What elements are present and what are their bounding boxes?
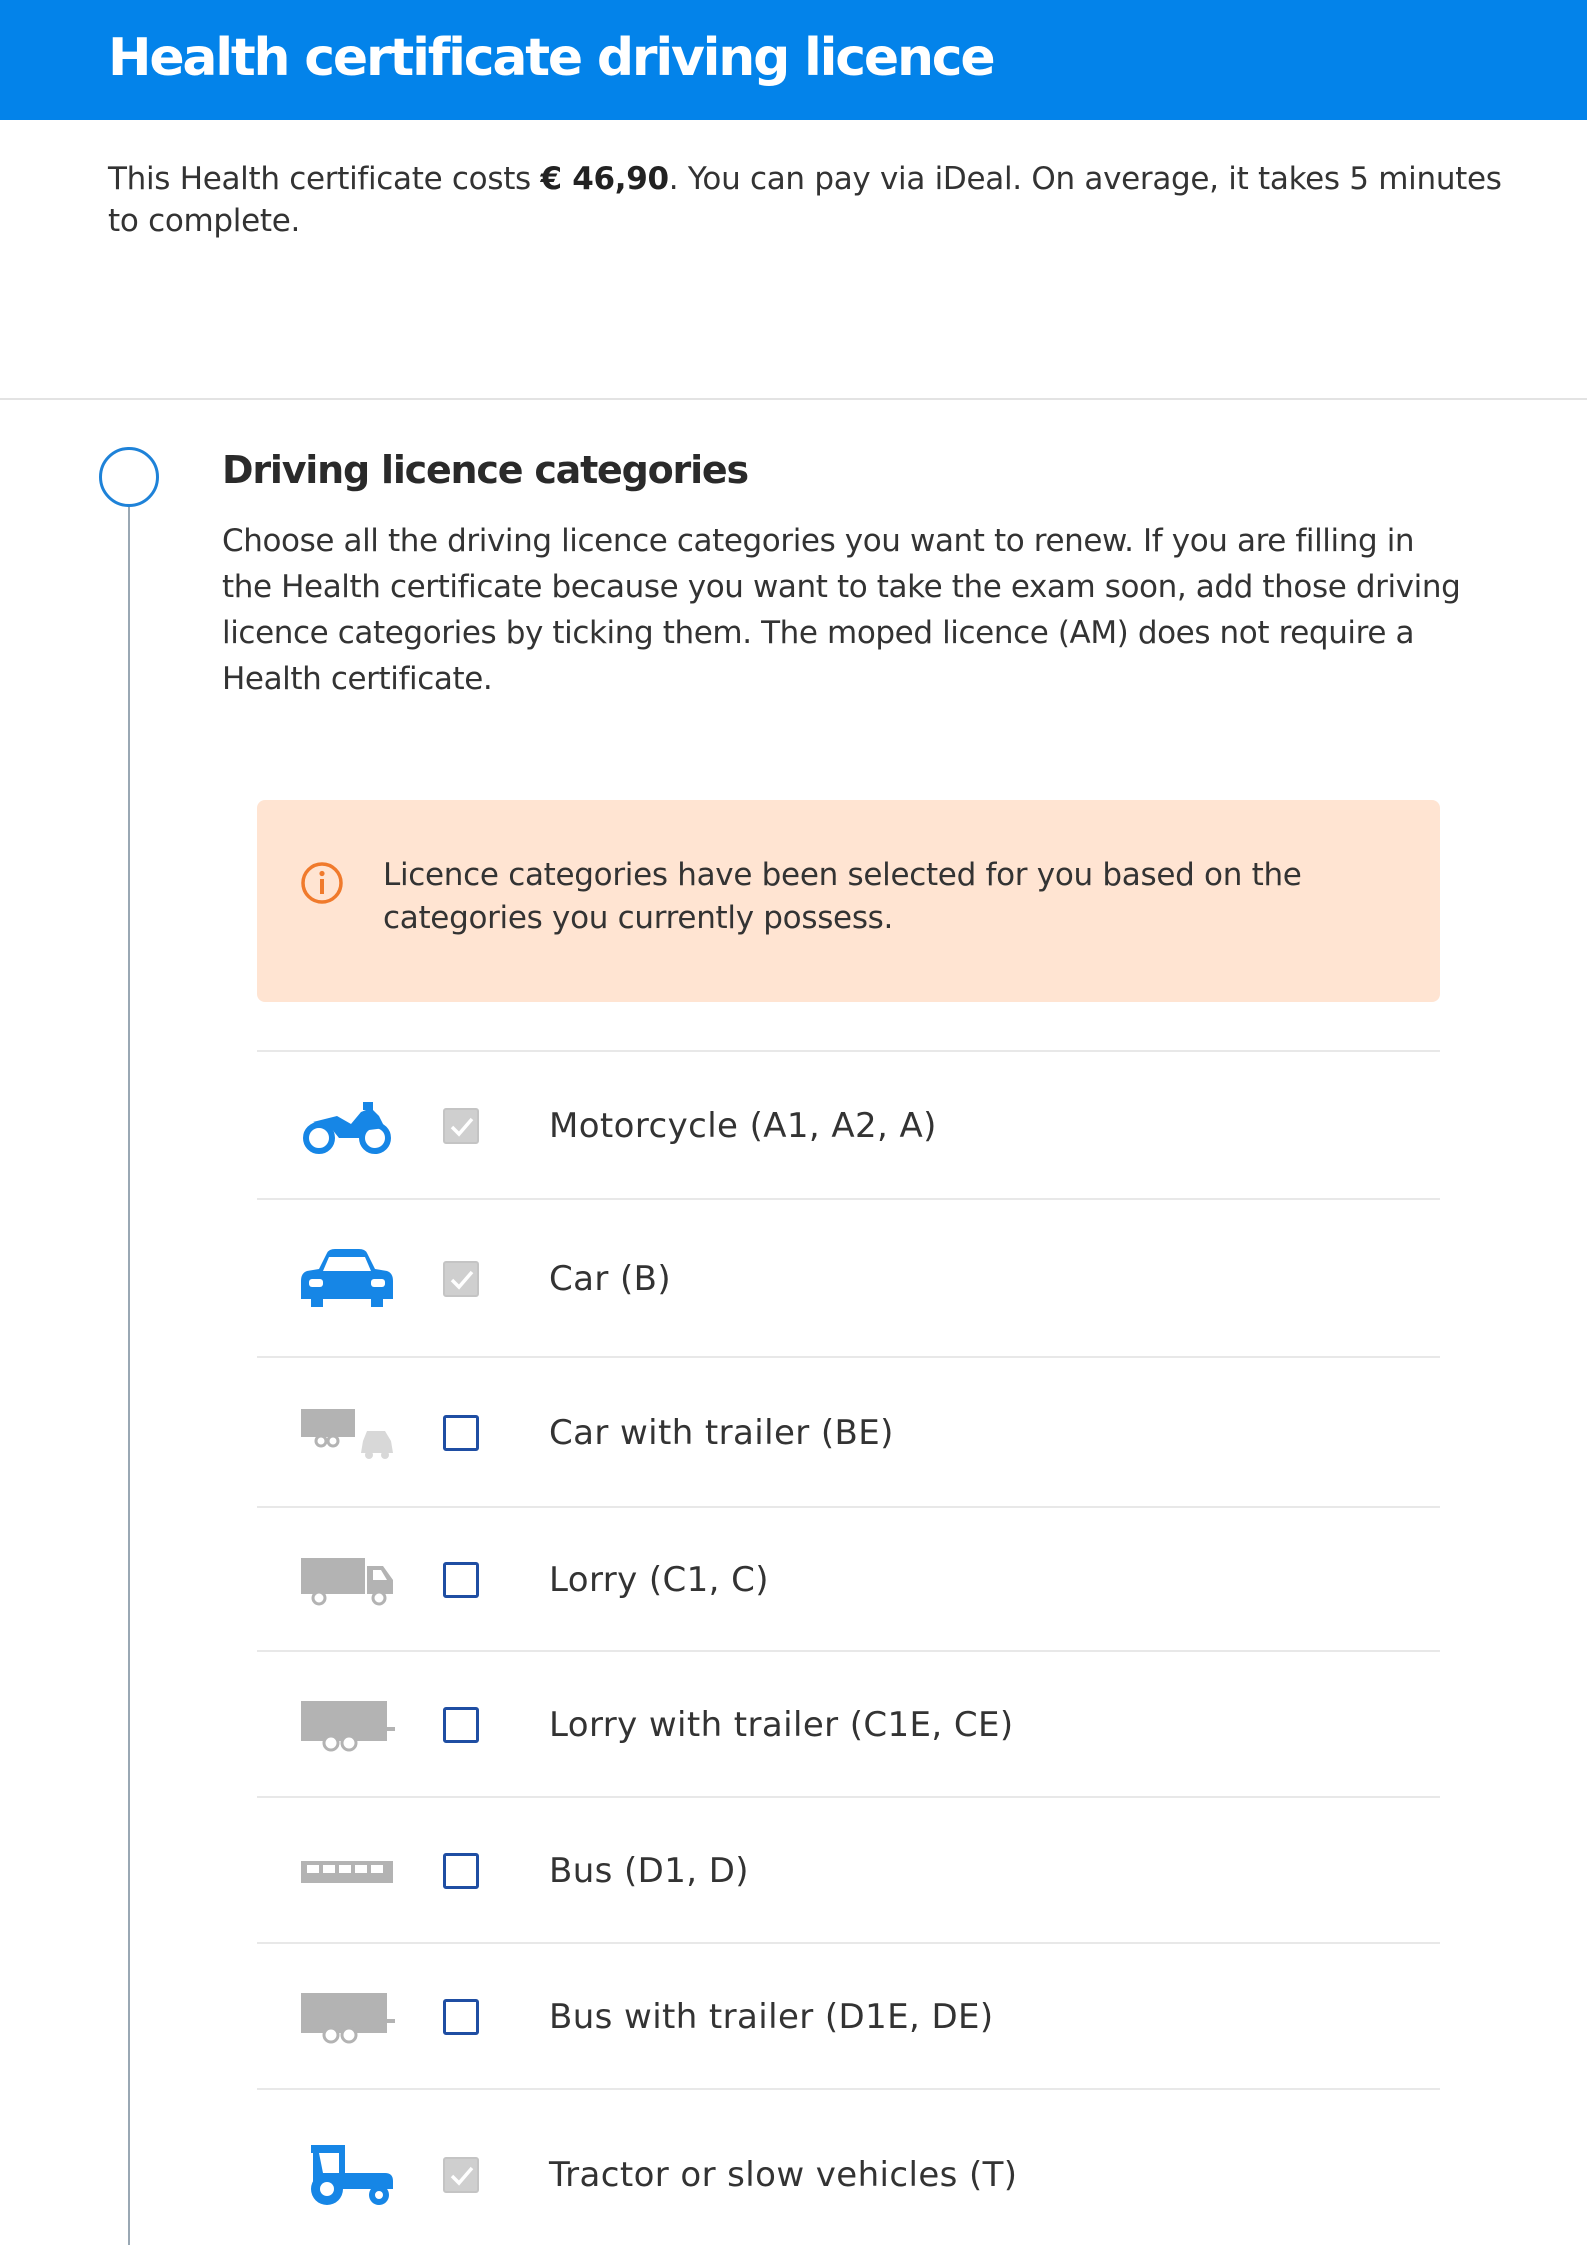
category-row[interactable]: [257, 1796, 1440, 1942]
tractor-icon: [299, 2143, 395, 2207]
intro-text: [108, 158, 1508, 242]
category-label[interactable]: Lorry with trailer (C1E, CE): [549, 1705, 1014, 1745]
section-description: Choose all the driving licence categories you want to renew. If you are filling in the Health certificate because you want to take the exam soon, add those driving licence categories by ticking them. The moped licence (AM) does not require a Health certificate.: [222, 523, 1461, 697]
category-checkbox[interactable]: [443, 1999, 479, 2035]
notice-text: Licence categories have been selected for you based on the categories you currently possess.: [383, 857, 1302, 936]
step-indicator-circle: [99, 447, 159, 507]
section-title: Driving licence categories: [222, 448, 748, 492]
category-row[interactable]: [257, 1942, 1440, 2088]
bus-trailer-icon: [299, 1985, 395, 2049]
category-row[interactable]: [257, 2088, 1440, 2245]
info-notice: [257, 800, 1440, 1002]
category-label[interactable]: Lorry (C1, C): [549, 1560, 769, 1600]
category-label[interactable]: Motorcycle (A1, A2, A): [549, 1106, 937, 1146]
category-checkbox[interactable]: [443, 1707, 479, 1743]
category-label[interactable]: Tractor or slow vehicles (T): [549, 2155, 1018, 2195]
category-checkbox[interactable]: [443, 2157, 479, 2193]
lorry-icon: [299, 1548, 395, 1612]
category-checkbox[interactable]: [443, 1853, 479, 1889]
category-row[interactable]: [257, 1650, 1440, 1796]
divider: [0, 398, 1587, 400]
category-row[interactable]: [257, 1356, 1440, 1506]
checkmark-icon: [449, 2164, 475, 2188]
category-label[interactable]: Car (B): [549, 1259, 672, 1299]
checkmark-icon: [449, 1115, 475, 1139]
category-label[interactable]: Car with trailer (BE): [549, 1413, 894, 1453]
checkmark-icon: [449, 1268, 475, 1292]
step-indicator-line: [128, 507, 130, 2245]
category-checkbox[interactable]: [443, 1415, 479, 1451]
lorry-trailer-icon: [299, 1693, 395, 1757]
category-label[interactable]: Bus (D1, D): [549, 1851, 749, 1891]
category-checkbox[interactable]: [443, 1562, 479, 1598]
intro-text-after: . You can pay via iDeal. On average, it takes 5 minutes to complete.: [108, 161, 1502, 239]
category-label[interactable]: Bus with trailer (D1E, DE): [549, 1997, 994, 2037]
page-header: [0, 0, 1587, 120]
car-trailer-icon: [299, 1401, 395, 1465]
motorcycle-icon: [299, 1094, 395, 1158]
category-row[interactable]: [257, 1198, 1440, 1356]
intro-text-before: This Health certificate costs: [108, 161, 541, 197]
category-row[interactable]: [257, 1050, 1440, 1198]
page-title: Health certificate driving licence: [108, 28, 994, 88]
category-checkbox[interactable]: [443, 1261, 479, 1297]
category-checkbox[interactable]: [443, 1108, 479, 1144]
bus-icon: [299, 1839, 395, 1903]
info-icon: [299, 860, 345, 906]
price: € 46,90: [540, 161, 669, 197]
category-row[interactable]: [257, 1506, 1440, 1650]
car-icon: [299, 1247, 395, 1311]
